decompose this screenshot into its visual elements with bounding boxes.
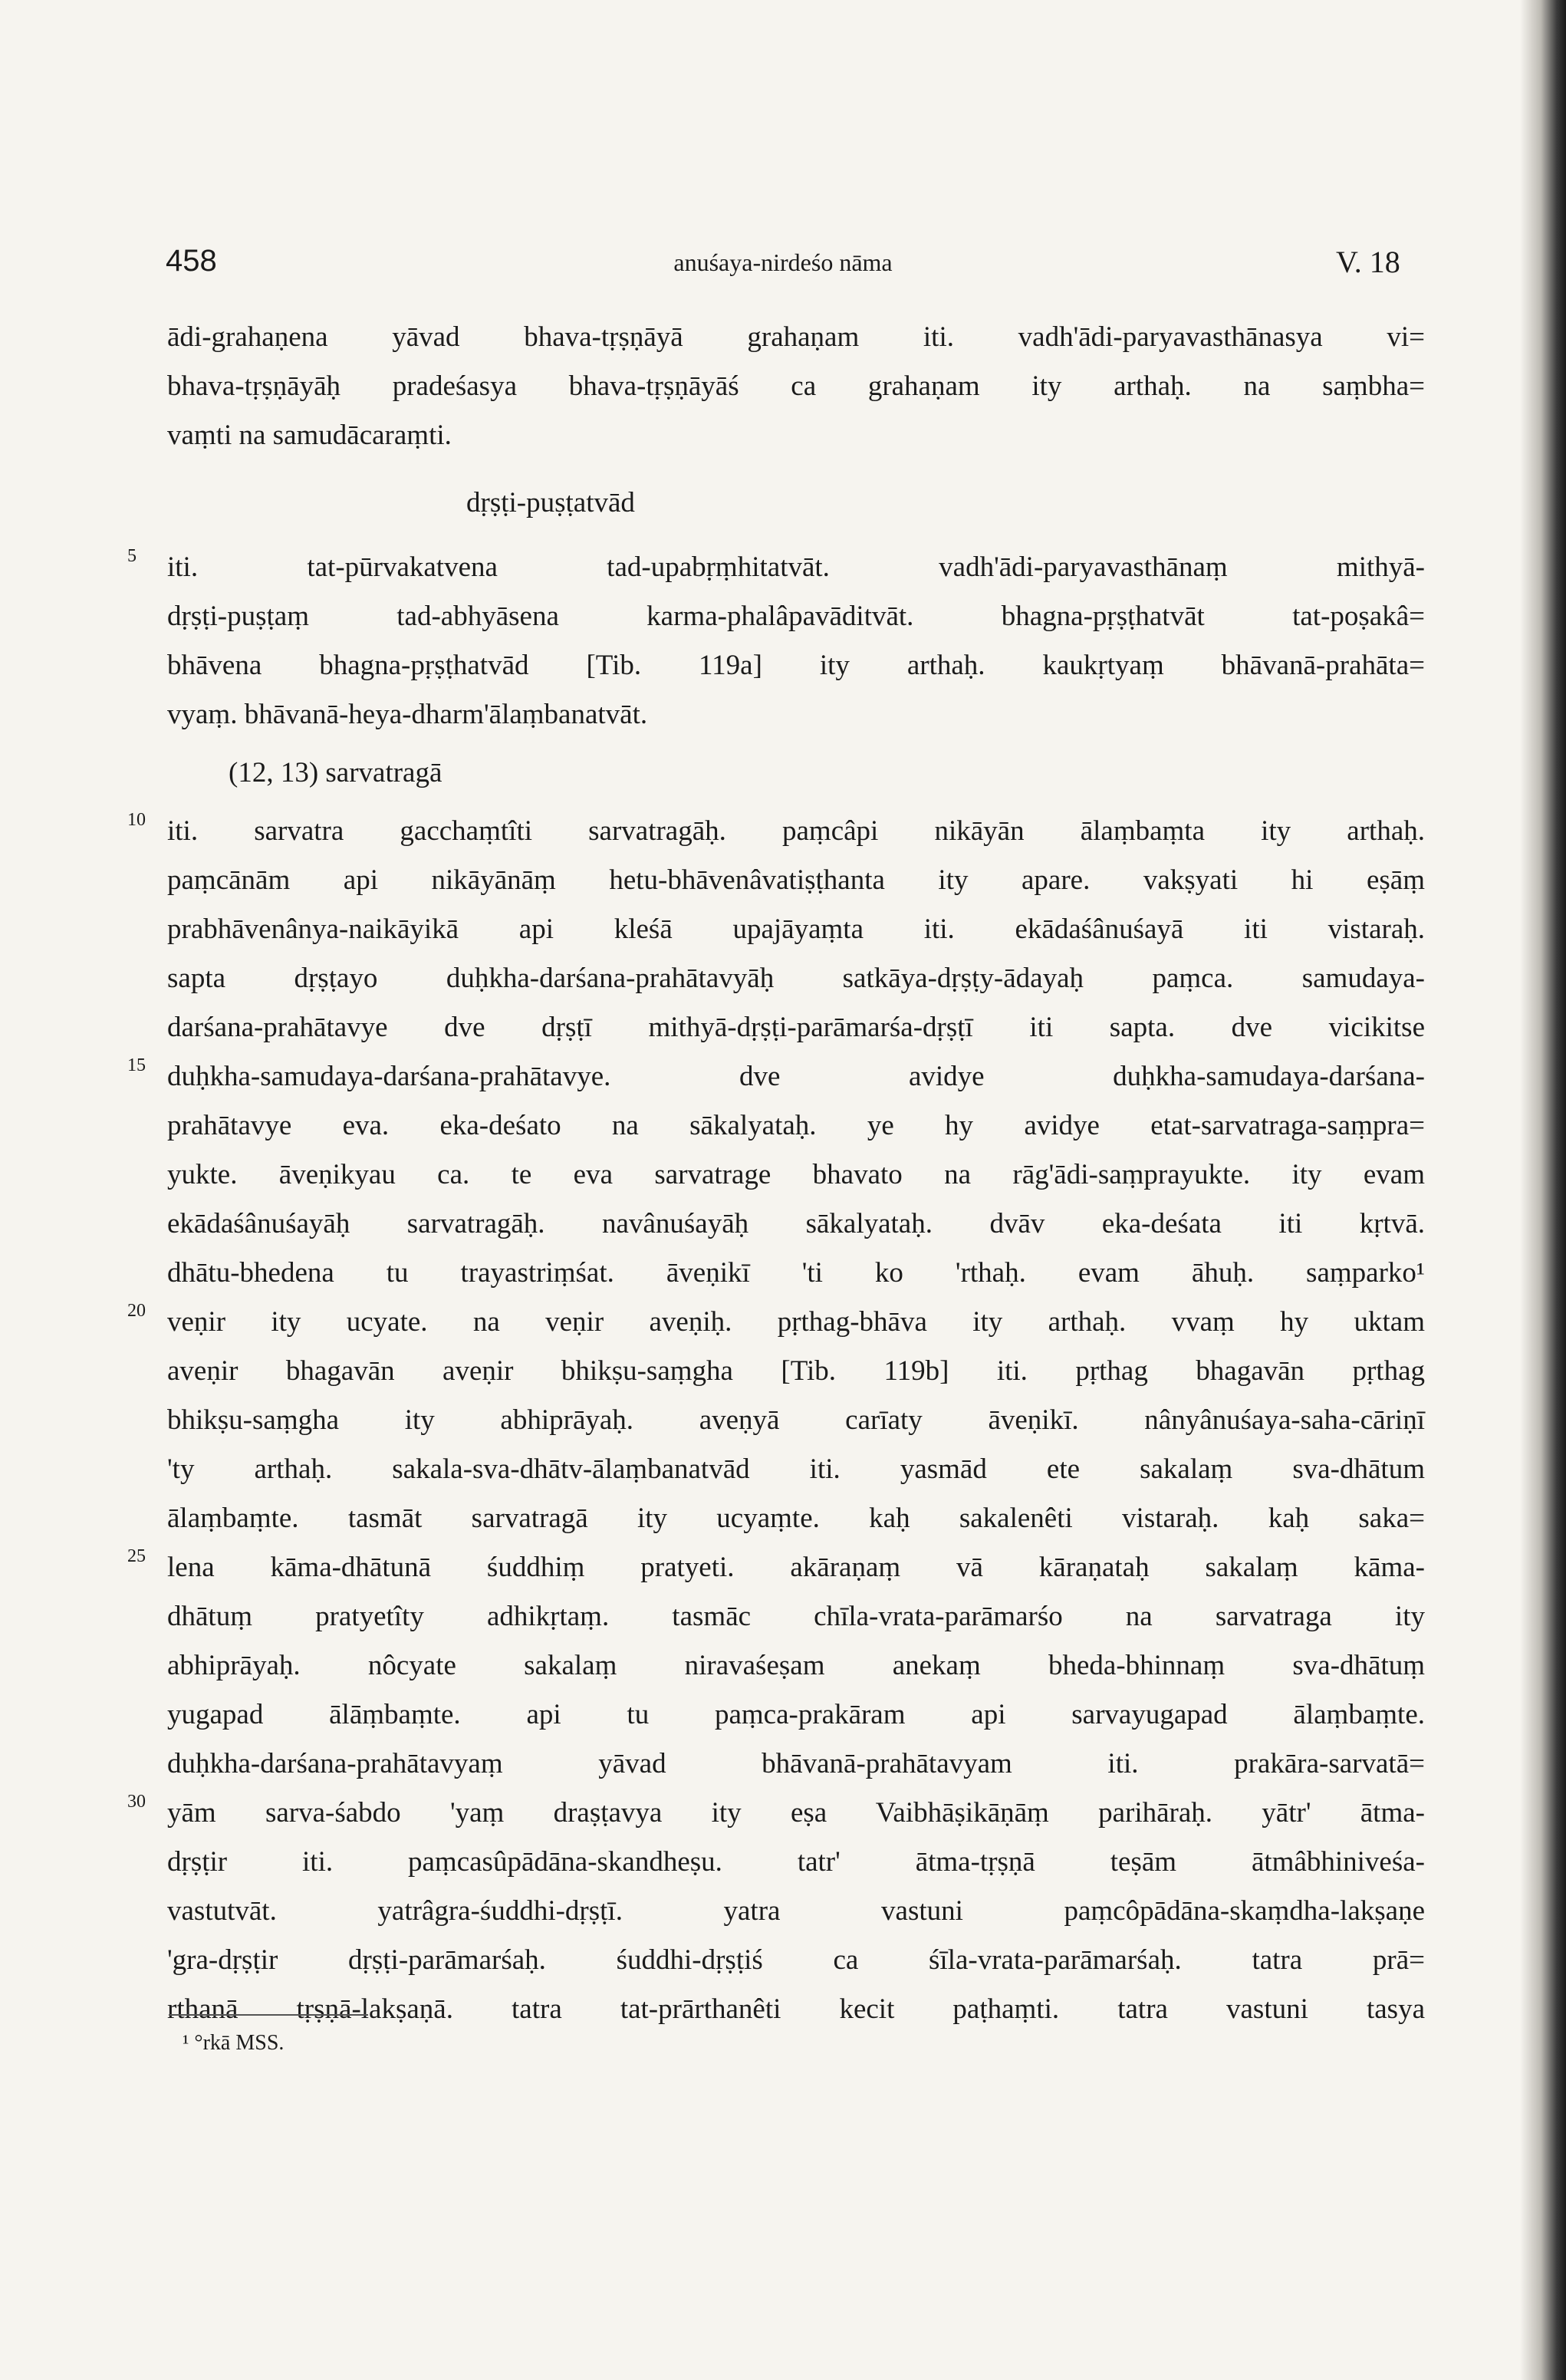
text-line: lena kāma-dhātunā śuddhiṃ pratyeti. akāraṇaṃ vā kāraṇataḥ sakalaṃ kāma- [167, 1552, 1425, 1583]
text-line: ālaṃbaṃte. tasmāt sarvatragā ity ucyaṃte. kaḥ sakalenêti vistaraḥ. kaḥ saka= [167, 1503, 1425, 1534]
line-number: 30 [127, 1792, 146, 1812]
text-line: iti. sarvatra gacchaṃtîti sarvatragāḥ. paṃcâpi nikāyān ālaṃbaṃta ity arthaḥ. [167, 815, 1425, 847]
text-line: paṃcānām api nikāyānāṃ hetu-bhāvenâvatiṣṭhanta ity apare. vakṣyati hi eṣāṃ [167, 864, 1425, 896]
text-line: aveṇir bhagavān aveṇir bhikṣu-saṃgha [Tib. 119b] iti. pṛthag bhagavān pṛthag [167, 1355, 1425, 1387]
text-line: prahātavye eva. eka-deśato na sākalyataḥ. ye hy avidye etat-sarvatraga-saṃpra= [167, 1110, 1425, 1141]
text-line: ādi-grahaṇena yāvad bhava-tṛṣṇāyā grahaṇam iti. vadh'ādi-paryavasthānasya vi= [167, 321, 1425, 353]
text-line: yugapad ālāṃbaṃte. api tu paṃca-prakāram api sarvayugapad ālaṃbaṃte. [167, 1699, 1425, 1730]
line-number: 15 [127, 1055, 146, 1075]
text-line: iti. tat-pūrvakatvena tad-upabṛṃhitatvāt. vadh'ādi-paryavasthānaṃ mithyā- [167, 551, 1425, 583]
text-line: bhava-tṛṣṇāyāḥ pradeśasya bhava-tṛṣṇāyāś ca grahaṇam ity arthaḥ. na saṃbha= [167, 370, 1425, 402]
lemma-line: dṛṣṭi-puṣṭatvād [466, 487, 635, 518]
page-edge-shadow [1520, 0, 1566, 2380]
page-number: 458 [166, 244, 217, 278]
text-line: dṛṣṭir iti. paṃcasûpādāna-skandheṣu. tatr' ātma-tṛṣṇā teṣām ātmâbhiniveśa- [167, 1846, 1425, 1878]
line-number: 25 [127, 1546, 146, 1566]
footnote-rule [169, 2014, 368, 2016]
text-line: yukte. āveṇikyau ca. te eva sarvatrage bhavato na rāg'ādi-saṃprayukte. ity evam [167, 1159, 1425, 1190]
text-line: dhātu-bhedena tu trayastriṃśat. āveṇikī 'ti ko 'rthaḥ. evam āhuḥ. saṃparko¹ [167, 1257, 1425, 1289]
text-line: ekādaśânuśayāḥ sarvatragāḥ. navânuśayāḥ sākalyataḥ. dvāv eka-deśata iti kṛtvā. [167, 1208, 1425, 1239]
text-line: vastutvāt. yatrâgra-śuddhi-dṛṣṭī. yatra vastuni paṃcôpādāna-skaṃdha-lakṣaṇe [167, 1895, 1425, 1927]
text-line: sapta dṛṣṭayo duḥkha-darśana-prahātavyāḥ satkāya-dṛṣṭy-ādayaḥ paṃca. samudaya- [167, 963, 1425, 994]
text-line: abhiprāyaḥ. nôcyate sakalaṃ niravaśeṣam anekaṃ bheda-bhinnaṃ sva-dhātuṃ [167, 1650, 1425, 1681]
text-line: darśana-prahātavye dve dṛṣṭī mithyā-dṛṣṭi-parāmarśa-dṛṣṭī iti sapta. dve vicikitse [167, 1012, 1425, 1043]
line-number: 10 [127, 810, 146, 830]
text-line: duḥkha-samudaya-darśana-prahātavye. dve avidye duḥkha-samudaya-darśana- [167, 1061, 1425, 1092]
line-number: 20 [127, 1301, 146, 1321]
text-line: bhāvena bhagna-pṛṣṭhatvād [Tib. 119a] ity arthaḥ. kaukṛtyaṃ bhāvanā-prahāta= [167, 650, 1425, 681]
lemma-line: (12, 13) sarvatragā [229, 757, 442, 788]
text-line: vyaṃ. bhāvanā-heya-dharm'ālaṃbanatvāt. [167, 699, 648, 730]
text-line: bhikṣu-saṃgha ity abhiprāyaḥ. aveṇyā carīaty āveṇikī. nânyânuśaya-saha-cāriṇī [167, 1404, 1425, 1436]
text-line: rthanā tṛṣṇā-lakṣaṇā. tatra tat-prārthanêti kecit paṭhaṃti. tatra vastuni tasya [167, 1993, 1425, 2025]
text-line: prabhāvenânya-naikāyikā api kleśā upajāyaṃta iti. ekādaśânuśayā iti vistaraḥ. [167, 913, 1425, 945]
text-line: veṇir ity ucyate. na veṇir aveṇiḥ. pṛthag-bhāva ity arthaḥ. vvaṃ hy uktam [167, 1306, 1425, 1338]
text-line: 'gra-dṛṣṭir dṛṣṭi-parāmarśaḥ. śuddhi-dṛṣṭiś ca śīla-vrata-parāmarśaḥ. tatra prā= [167, 1944, 1425, 1976]
text-line: yām sarva-śabdo 'yaṃ draṣṭavya ity eṣa Vaibhāṣikāṇāṃ parihāraḥ. yātr' ātma- [167, 1797, 1425, 1829]
line-number: 5 [127, 546, 137, 566]
section-ref: V. 18 [1336, 245, 1400, 279]
text-line: vaṃti na samudācaraṃti. [167, 420, 452, 451]
text-line: 'ty arthaḥ. sakala-sva-dhātv-ālaṃbanatvād iti. yasmād ete sakalaṃ sva-dhātum [167, 1453, 1425, 1485]
text-line: dṛṣṭi-puṣṭaṃ tad-abhyāsena karma-phalâpavāditvāt. bhagna-pṛṣṭhatvāt tat-poṣakâ= [167, 601, 1425, 632]
text-line: duḥkha-darśana-prahātavyaṃ yāvad bhāvanā-prahātavyam iti. prakāra-sarvatā= [167, 1748, 1425, 1779]
running-header [0, 244, 1566, 290]
running-title: anuśaya-nirdeśo nāma [673, 249, 893, 276]
footnote: ¹ °rkā MSS. [183, 2031, 285, 2055]
text-line: dhātuṃ pratyetîty adhikṛtaṃ. tasmāc chīla-vrata-parāmarśo na sarvatraga ity [167, 1601, 1425, 1632]
